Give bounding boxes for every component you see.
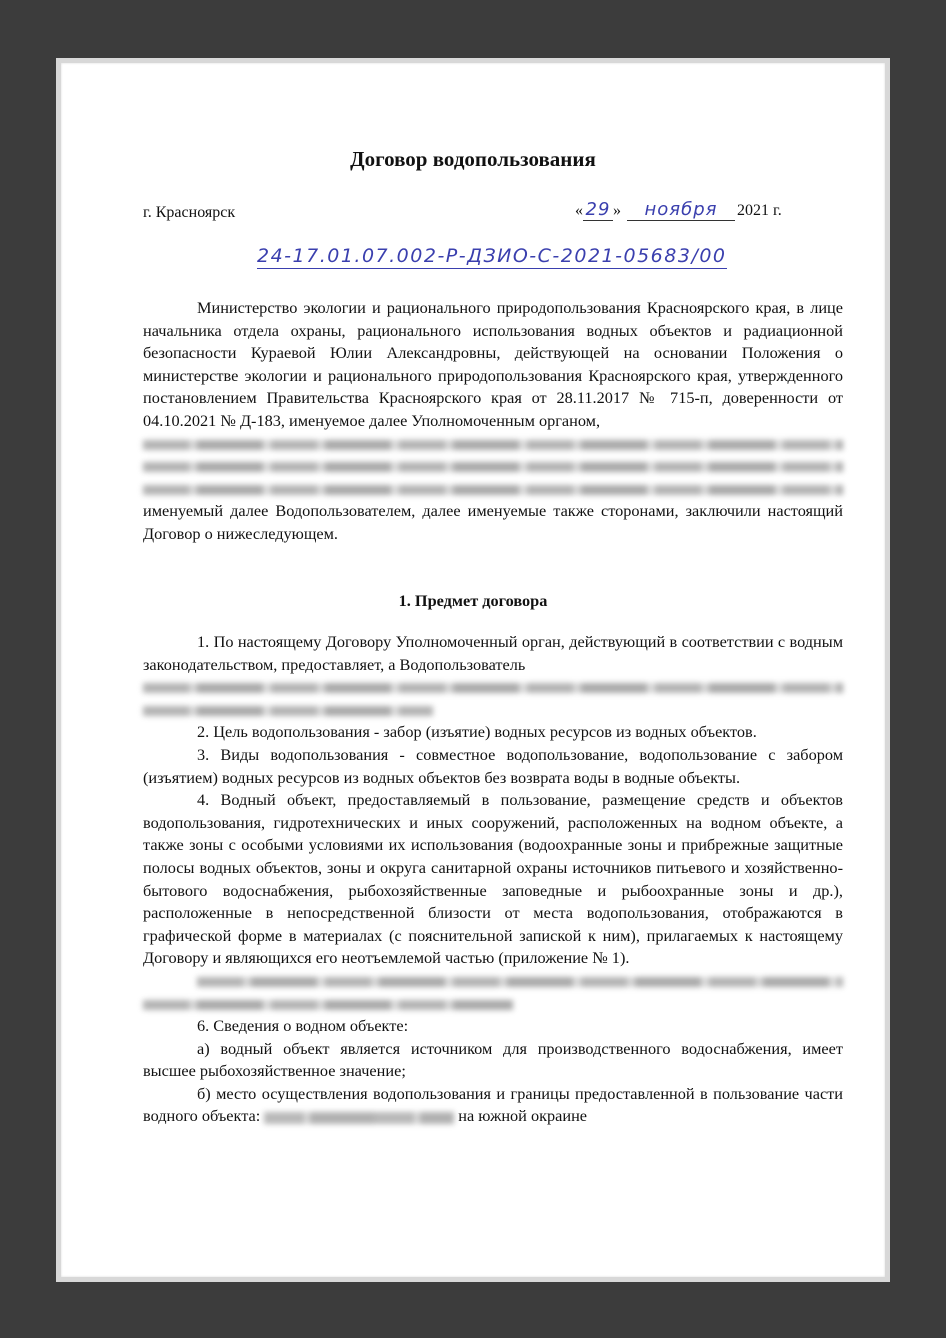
document-title: Договор водопользования bbox=[350, 147, 596, 171]
handwritten-registration-number: 24-17.01.07.002-Р-ДЗИО-С-2021-05683/00 bbox=[257, 245, 727, 267]
contract-date bbox=[575, 199, 782, 221]
redacted-line bbox=[143, 455, 843, 478]
date-close-quote: » bbox=[613, 202, 621, 219]
clause-4: 4. Водный объект, предоставляемый в пользование, размещение средств и объектов водопользования, гидротехнических и иных сооружений, расположенных на водном объекте, а также зоны с особыми условиями их использования (водоохранные зоны и прибрежные защитные полосы водных объектов, зоны и округа санитарной охраны источников питьевого и хозяйственно-бытового водоснабжения, рыбохозяйственные заповедные и рыбоохранные зоны и др.), расположенные в непосредственной близости от места водопользования, отображаются в графической форме в материалах (с пояснительной запиской к ним), прилагаемых к настоящему Договору и являющихся его неотъемлемой частью (приложение № 1). bbox=[143, 790, 843, 968]
redacted-line bbox=[143, 993, 843, 1016]
redacted-line bbox=[143, 699, 843, 722]
redacted-line bbox=[143, 478, 843, 501]
redacted-inline bbox=[264, 1112, 454, 1124]
handwritten-month: ноября bbox=[627, 199, 735, 221]
clause-6a: а) водный объект является источником для производственного водоснабжения, имеет высшее рыбохозяйственное значение; bbox=[143, 1038, 843, 1081]
city: г. Красноярск bbox=[143, 204, 236, 221]
redacted-line bbox=[143, 676, 843, 699]
clause-1: 1. По настоящему Договору Уполномоченный орган, действующий в соответствии с водным законодательством, предоставляет, а Водопользователь bbox=[143, 632, 843, 674]
section-1-title: 1. Предмет договора bbox=[398, 591, 548, 610]
clause-6b-end: на южной окраине bbox=[458, 1106, 588, 1126]
date-open-quote: « bbox=[575, 202, 583, 219]
clause-3: 3. Виды водопользования - совместное водопользование, водопользование с забором (изъятием) водных ресурсов из водных объектов без возврата воды в водные объекты. bbox=[143, 744, 843, 787]
clause-6b-start: б) место осуществления водопользования и границы предоставленной в пользование части водного объекта: bbox=[143, 1083, 843, 1126]
redacted-line bbox=[143, 433, 843, 456]
preamble bbox=[143, 297, 843, 546]
clause-2: 2. Цель водопользования - забор (изъятие) водных ресурсов из водных объектов. bbox=[197, 722, 757, 742]
preamble-text-2: именуемый далее Водопользователем, далее именуемые также сторонами, заключили настоящий Договор о нижеследующем. bbox=[143, 501, 843, 543]
document-page bbox=[61, 63, 885, 1277]
clauses bbox=[143, 631, 843, 1128]
preamble-text-1: Министерство экологии и рационального природопользования Красноярского края, в лице начальника отдела охраны, рационального использования водных объектов и радиационной безопасности Кураевой Юлии Александровны, действующей на основании Положения о министерстве экологии и рационального природопользования Красноярского края, утвержденного постановлением Правительства Красноярского края от 28.11.2017 № 715-п, доверенности от 04.10.2021 № Д-183, именуемое далее Уполномоченным органом, bbox=[143, 298, 843, 430]
clause-6b bbox=[143, 1083, 843, 1128]
handwritten-day: 29 bbox=[583, 199, 613, 221]
clause-6: 6. Сведения о водном объекте: bbox=[197, 1016, 409, 1036]
date-year: 2021 г. bbox=[737, 202, 782, 219]
redacted-clause-5 bbox=[143, 970, 843, 993]
